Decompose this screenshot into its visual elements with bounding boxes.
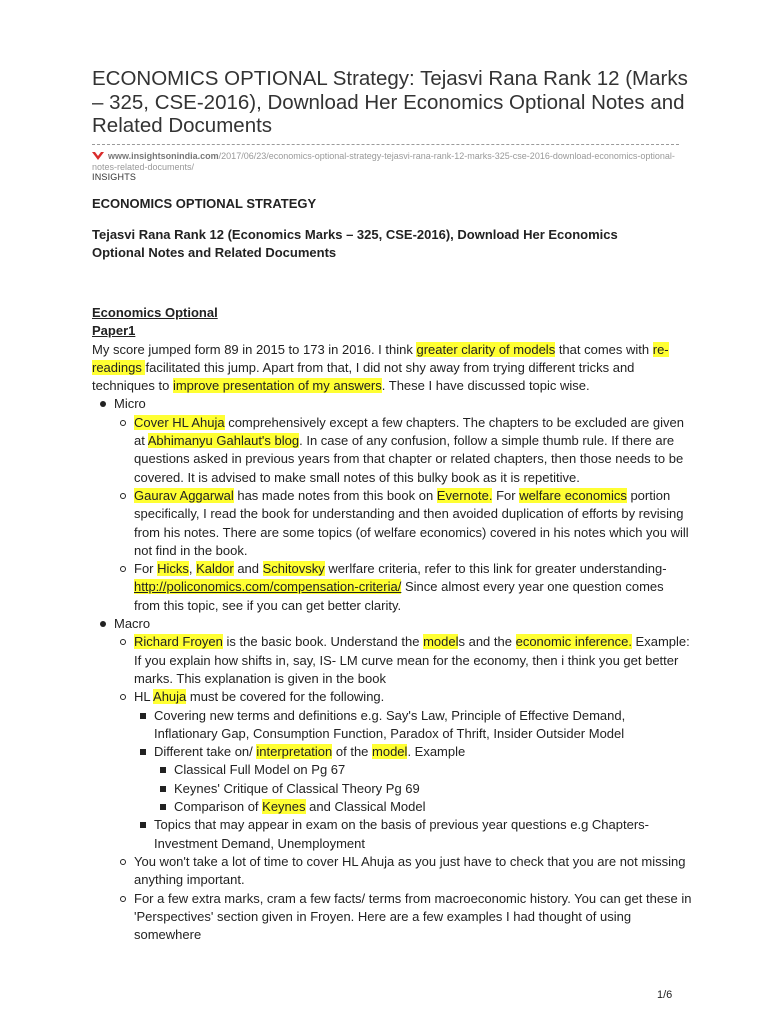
list-item: Comparison of Keynes and Classical Model bbox=[154, 798, 692, 816]
list-item: HL Ahuja must be covered for the following. Covering new terms and definitions e.g. Say's Law, Principle of Effective Demand, Inflationary Gap, Consumption Function, Paradox of Thrift, Insider Outsider Model Different take on/ interpretation of the model. Example Classical Full Model on Pg 67 Keynes' Critique of Classical Theory Pg 69 Comparison of Keynes and Classical Model Topics that may appear in exam on the basis of previous year questions e.g Chapters- Investment Demand, Unemployment bbox=[114, 688, 692, 853]
list-item-macro: Macro Richard Froyen is the basic book. Understand the models and the economic inference. Example: If you explain how shifts in, say, IS- LM curve mean for the economy, then i think you get better marks. This explanation is given in the book HL Ahuja must be covered for the following. Covering new terms and definitions e.g. Say's Law, Principle of Effective Demand, Inflationary Gap, Consumption Function, Paradox of Thrift, Insider Outsider Model Different take on/ interpretation of the model. Example Classical Full Model on Pg 67 Keynes' Critique of Classical Theory Pg 69 Comparison of Keynes and Classical Model Topics that may appear in exam on the basis of previous year questions e.g Chapters- Investment Demand, Unemployment You won't take a lot of time to cover HL Ahuja as you just have to check that you are not missing anything important. For a few extra marks, cram a few facts/ terms from macroeconomic history. You can get these in 'Perspectives' section given in Froyen. Here are a few examples I had thought of using somewhere bbox=[92, 615, 692, 944]
highlight: re-readings bbox=[92, 341, 669, 375]
highlight: greater clarity of models bbox=[416, 341, 556, 357]
list-item: Gaurav Aggarwal has made notes from this book on Evernote. For welfare economics portion specifically, I read the book for understanding and then avoided duplication of efforts by revising from his notes. There are some topics (of welfare economics) covered in his notes which you will not find in the book. bbox=[114, 487, 692, 560]
list-item: You won't take a lot of time to cover HL Ahuja as you just have to check that you are not missing anything important. bbox=[114, 853, 692, 890]
source-path: /2017/06/23/economics-optional-strategy-tejasvi-rana-rank-12-marks-325-cse-2016-download-economics-optional-notes-related-documents/ bbox=[92, 151, 675, 172]
list-item: Keynes' Critique of Classical Theory Pg 69 bbox=[154, 780, 692, 798]
list-item: Richard Froyen is the basic book. Understand the models and the economic inference. Example: If you explain how shifts in, say, IS- LM curve mean for the economy, then i think you get better marks. This explanation is given in the book bbox=[114, 633, 692, 688]
page-number: 1/6 bbox=[657, 989, 673, 1001]
page-title: ECONOMICS OPTIONAL Strategy: Tejasvi Rana Rank 12 (Marks – 325, CSE-2016), Download Her Economics Optional Notes and Related Documents bbox=[92, 67, 688, 137]
list-item: For Hicks, Kaldor and Schitovsky werlfare criteria, refer to this link for greater understanding- http://policonomics.com/compensation-criteria/ Since almost every year one question comes from this topic, see if you can get better clarity. bbox=[114, 560, 692, 615]
highlight: improve presentation of my answers bbox=[172, 378, 382, 394]
site-name: INSIGHTS bbox=[92, 172, 137, 182]
article-body bbox=[92, 304, 692, 944]
list-item: Cover HL Ahuja comprehensively except a few chapters. The chapters to be excluded are given at Abhimanyu Gahlaut's blog. In case of any confusion, follow a simple thumb rule. If there are questions asked in previous years from that chapter or related chapters, then those needs to be covered. It is advised to make small notes of this bulky book as it is repetitive. bbox=[114, 414, 692, 487]
subsection-title: Economics Optional bbox=[92, 305, 218, 320]
list-item: Covering new terms and definitions e.g. Say's Law, Principle of Effective Demand, Inflationary Gap, Consumption Function, Paradox of Thrift, Insider Outsider Model bbox=[134, 707, 692, 744]
source-url[interactable] bbox=[92, 151, 692, 173]
list-item: For a few extra marks, cram a few facts/ terms from macroeconomic history. You can get these in 'Perspectives' section given in Froyen. Here are a few examples I had thought of using somewhere bbox=[114, 890, 692, 945]
list-item: Different take on/ interpretation of the model. Example Classical Full Model on Pg 67 Keynes' Critique of Classical Theory Pg 69 Comparison of Keynes and Classical Model bbox=[134, 743, 692, 816]
list-item: Topics that may appear in exam on the basis of previous year questions e.g Chapters- Investment Demand, Unemployment bbox=[134, 816, 692, 853]
section-heading: ECONOMICS OPTIONAL STRATEGY bbox=[92, 196, 317, 211]
list-item: Classical Full Model on Pg 67 bbox=[154, 761, 692, 779]
title-divider bbox=[92, 144, 679, 145]
article-subheading: Tejasvi Rana Rank 12 (Economics Marks – 325, CSE-2016), Download Her Economics Optional Notes and Related Documents bbox=[92, 227, 618, 260]
paper-title: Paper1 bbox=[92, 323, 136, 339]
list-item-micro: Micro Cover HL Ahuja comprehensively except a few chapters. The chapters to be excluded are given at Abhimanyu Gahlaut's blog. In case of any confusion, follow a simple thumb rule. If there are questions asked in previous years from that chapter or related chapters, then those needs to be covered. It is advised to make small notes of this bulky book as it is repetitive. Gaurav Aggarwal has made notes from this book on Evernote. For welfare economics portion specifically, I read the book for understanding and then avoided duplication of efforts by revising from his notes. There are some topics (of welfare economics) covered in his notes which you will not find in the book. For Hicks, Kaldor and Schitovsky werlfare criteria, refer to this link for greater understanding- http://policonomics.com/compensation-criteria/ Since almost every year one question comes from this topic, see if you can get better clarity. bbox=[92, 395, 692, 615]
topic-list bbox=[92, 395, 692, 944]
compensation-criteria-link[interactable]: http://policonomics.com/compensation-criteria/ bbox=[134, 579, 402, 595]
intro-paragraph: My score jumped form 89 in 2015 to 173 in 2016. I think greater clarity of models that comes with re-readings facilitated this jump. Apart from that, I did not shy away from trying different tricks and techniques to improve presentation of my answers. These I have discussed topic wise. bbox=[92, 341, 669, 394]
source-domain: www.insightsonindia.com bbox=[108, 151, 219, 161]
insights-logo-icon bbox=[92, 152, 104, 160]
